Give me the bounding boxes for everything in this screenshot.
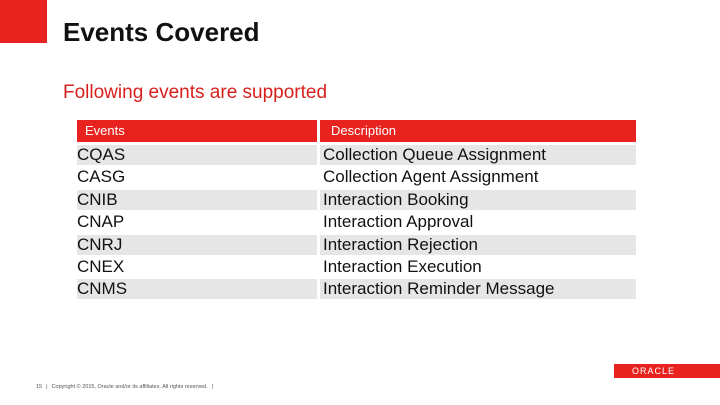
header-divider xyxy=(317,120,320,142)
event-description: Interaction Booking xyxy=(320,190,636,210)
slide-footer xyxy=(36,384,217,390)
table-row xyxy=(77,212,636,232)
table-row xyxy=(77,257,636,277)
event-description: Collection Agent Assignment xyxy=(323,167,539,187)
page-number: 15 xyxy=(36,384,43,390)
title-accent-block xyxy=(0,0,47,43)
slide-title: Events Covered xyxy=(63,17,260,47)
event-code: CNIB xyxy=(77,190,317,210)
table-row xyxy=(77,167,636,187)
header-events: Events xyxy=(85,123,125,138)
table-row xyxy=(77,145,636,165)
oracle-logo: ORACLE xyxy=(632,366,676,376)
event-code: CQAS xyxy=(77,145,317,165)
event-code: CASG xyxy=(77,167,126,187)
event-code: CNEX xyxy=(77,256,125,276)
copyright-text: Copyright © 2015, Oracle and/or its affiliates. All rights reserved. xyxy=(51,384,208,390)
event-description: Collection Queue Assignment xyxy=(320,145,636,165)
event-description: Interaction Reminder Message xyxy=(320,279,636,299)
events-table xyxy=(77,120,636,302)
header-description: Description xyxy=(331,123,397,138)
event-code: CNRJ xyxy=(77,235,317,255)
event-description: Interaction Rejection xyxy=(320,235,636,255)
event-description: Interaction Approval xyxy=(323,212,474,232)
event-description: Interaction Execution xyxy=(323,256,482,276)
footer-separator: | xyxy=(211,384,214,390)
table-row xyxy=(77,235,636,255)
table-body xyxy=(77,145,636,299)
footer-separator: | xyxy=(46,384,48,390)
slide-subtitle: Following events are supported xyxy=(63,82,328,103)
event-code: CNAP xyxy=(77,212,125,232)
table-row xyxy=(77,279,636,299)
table-header-row xyxy=(77,120,636,142)
table-row xyxy=(77,190,636,210)
event-code: CNMS xyxy=(77,279,317,299)
